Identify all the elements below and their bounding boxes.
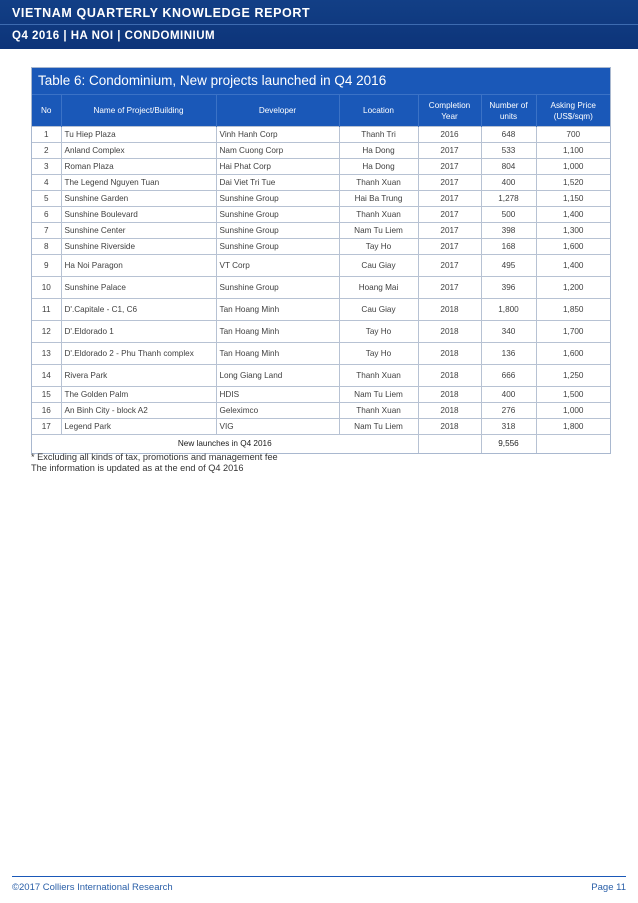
table-cell: 1,250 [536, 365, 610, 387]
table-row [32, 239, 610, 255]
table-cell: Anland Complex [61, 143, 216, 159]
table-cell: 2018 [418, 299, 481, 321]
table-cell: 1,800 [481, 299, 536, 321]
table-cell: 1,850 [536, 299, 610, 321]
table-cell: 1,400 [536, 207, 610, 223]
table-cell: 3 [32, 159, 61, 175]
table-cell: Nam Tu Liem [339, 387, 418, 403]
table-cell: 168 [481, 239, 536, 255]
column-header: Developer [216, 95, 339, 127]
total-label: New launches in Q4 2016 [32, 435, 418, 453]
table-cell: 318 [481, 419, 536, 435]
table-cell: 2017 [418, 223, 481, 239]
table-cell: The Golden Palm [61, 387, 216, 403]
table-cell: 1,000 [536, 403, 610, 419]
table-cell: Dai Viet Tri Tue [216, 175, 339, 191]
table-cell: 5 [32, 191, 61, 207]
total-row [32, 435, 610, 453]
table-row [32, 299, 610, 321]
report-title: VIETNAM QUARTERLY KNOWLEDGE REPORT [12, 6, 311, 20]
table-cell: Hai Phat Corp [216, 159, 339, 175]
table-cell: Sunshine Group [216, 239, 339, 255]
table-cell: 400 [481, 175, 536, 191]
table-cell: Tan Hoang Minh [216, 299, 339, 321]
table-cell: 1,100 [536, 143, 610, 159]
table-cell: Vinh Hanh Corp [216, 127, 339, 143]
table-cell: Tan Hoang Minh [216, 343, 339, 365]
table-cell: 648 [481, 127, 536, 143]
table-cell: 1,400 [536, 255, 610, 277]
column-header: Asking Price (US$/sqm) [536, 95, 610, 127]
table-cell: 1,600 [536, 239, 610, 255]
table-cell: 1,000 [536, 159, 610, 175]
table-row [32, 191, 610, 207]
table-cell: 804 [481, 159, 536, 175]
table-cell: Ha Dong [339, 159, 418, 175]
table-cell: 1,700 [536, 321, 610, 343]
total-empty-cell [536, 435, 610, 453]
table-cell: 8 [32, 239, 61, 255]
table-cell: 1 [32, 127, 61, 143]
footer-divider [12, 876, 626, 877]
total-empty-cell [418, 435, 481, 453]
table-cell: Tay Ho [339, 239, 418, 255]
table-cell: 13 [32, 343, 61, 365]
table-row [32, 277, 610, 299]
table-cell: Tan Hoang Minh [216, 321, 339, 343]
table-cell: 2 [32, 143, 61, 159]
table-cell: 2017 [418, 143, 481, 159]
table-cell: 533 [481, 143, 536, 159]
table-cell: 2016 [418, 127, 481, 143]
condominium-table-container [31, 67, 611, 454]
total-units: 9,556 [481, 435, 536, 453]
table-cell: Cau Giay [339, 299, 418, 321]
column-header: Name of Project/Building [61, 95, 216, 127]
table-cell: 1,278 [481, 191, 536, 207]
table-cell: VT Corp [216, 255, 339, 277]
table-cell: D'.Eldorado 1 [61, 321, 216, 343]
table-cell: 2017 [418, 191, 481, 207]
table-cell: Tay Ho [339, 343, 418, 365]
table-cell: 1,200 [536, 277, 610, 299]
section-title: Q4 2016 | HA NOI | CONDOMINIUM [12, 30, 216, 42]
table-cell: 398 [481, 223, 536, 239]
table-cell: Sunshine Riverside [61, 239, 216, 255]
table-cell: Thanh Xuan [339, 403, 418, 419]
table-cell: Tu Hiep Plaza [61, 127, 216, 143]
table-row [32, 343, 610, 365]
table-cell: 1,600 [536, 343, 610, 365]
table-cell: Ha Noi Paragon [61, 255, 216, 277]
table-cell: 11 [32, 299, 61, 321]
table-row [32, 175, 610, 191]
table-cell: Cau Giay [339, 255, 418, 277]
table-row [32, 159, 610, 175]
table-body [32, 127, 610, 435]
table-cell: 1,520 [536, 175, 610, 191]
table-cell: 2017 [418, 159, 481, 175]
table-cell: 2018 [418, 365, 481, 387]
table-cell: Thanh Xuan [339, 365, 418, 387]
table-cell: An Binh City - block A2 [61, 403, 216, 419]
table-cell: Long Giang Land [216, 365, 339, 387]
table-cell: Nam Cuong Corp [216, 143, 339, 159]
table-cell: 2018 [418, 387, 481, 403]
table-cell: 2018 [418, 321, 481, 343]
table-cell: Sunshine Palace [61, 277, 216, 299]
table-cell: 340 [481, 321, 536, 343]
column-header: Number of units [481, 95, 536, 127]
table-cell: The Legend Nguyen Tuan [61, 175, 216, 191]
table-cell: 1,800 [536, 419, 610, 435]
table-cell: 10 [32, 277, 61, 299]
table-cell: Rivera Park [61, 365, 216, 387]
table-row [32, 143, 610, 159]
table-cell: 136 [481, 343, 536, 365]
column-header: Completion Year [418, 95, 481, 127]
table-cell: Sunshine Group [216, 207, 339, 223]
table-cell: Sunshine Boulevard [61, 207, 216, 223]
table-row [32, 419, 610, 435]
table-cell: 2018 [418, 419, 481, 435]
table-cell: Thanh Tri [339, 127, 418, 143]
report-header-bar [0, 0, 638, 49]
table-row [32, 207, 610, 223]
table-cell: 7 [32, 223, 61, 239]
table-cell: Nam Tu Liem [339, 419, 418, 435]
page-number: Page 11 [591, 882, 626, 893]
table-cell: 2017 [418, 207, 481, 223]
table-cell: Sunshine Group [216, 223, 339, 239]
table-cell: 17 [32, 419, 61, 435]
table-row [32, 403, 610, 419]
table-cell: VIG [216, 419, 339, 435]
table-cell: Legend Park [61, 419, 216, 435]
table-row [32, 255, 610, 277]
table-cell: 4 [32, 175, 61, 191]
table-cell: 1,150 [536, 191, 610, 207]
table-cell: 276 [481, 403, 536, 419]
table-cell: 495 [481, 255, 536, 277]
table-caption: Table 6: Condominium, New projects launched in Q4 2016 [32, 68, 610, 94]
table-cell: 2017 [418, 239, 481, 255]
table-cell: Hai Ba Trung [339, 191, 418, 207]
table-cell: 666 [481, 365, 536, 387]
footer-copyright: ©2017 Colliers International Research [12, 882, 173, 893]
table-cell: 2017 [418, 255, 481, 277]
table-cell: 16 [32, 403, 61, 419]
table-cell: 14 [32, 365, 61, 387]
table-cell: Roman Plaza [61, 159, 216, 175]
table-cell: Sunshine Garden [61, 191, 216, 207]
note-line: The information is updated as at the end of Q4 2016 [31, 463, 244, 473]
column-header: Location [339, 95, 418, 127]
table-cell: 400 [481, 387, 536, 403]
table-cell: 2017 [418, 277, 481, 299]
table-row [32, 387, 610, 403]
table-cell: Geleximco [216, 403, 339, 419]
column-header: No [32, 95, 61, 127]
table-cell: D'.Eldorado 2 - Phu Thanh complex [61, 343, 216, 365]
table-cell: 2017 [418, 175, 481, 191]
table-header-row [32, 95, 610, 127]
table-cell: Hoang Mai [339, 277, 418, 299]
table-cell: Thanh Xuan [339, 207, 418, 223]
table-cell: Thanh Xuan [339, 175, 418, 191]
table-row [32, 223, 610, 239]
table-cell: 6 [32, 207, 61, 223]
table-cell: 700 [536, 127, 610, 143]
table-cell: 396 [481, 277, 536, 299]
condominium-projects-table [32, 94, 610, 453]
table-cell: Sunshine Center [61, 223, 216, 239]
table-cell: 500 [481, 207, 536, 223]
table-cell: Sunshine Group [216, 277, 339, 299]
table-row [32, 365, 610, 387]
table-row [32, 321, 610, 343]
note-line: * Excluding all kinds of tax, promotions and management fee [31, 452, 278, 462]
table-cell: D'.Capitale - C1, C6 [61, 299, 216, 321]
table-cell: 2018 [418, 343, 481, 365]
table-cell: HDIS [216, 387, 339, 403]
table-cell: Sunshine Group [216, 191, 339, 207]
table-cell: 1,300 [536, 223, 610, 239]
table-cell: Nam Tu Liem [339, 223, 418, 239]
table-notes [31, 452, 278, 474]
header-divider [0, 24, 638, 25]
table-cell: Tay Ho [339, 321, 418, 343]
table-cell: 9 [32, 255, 61, 277]
table-cell: Ha Dong [339, 143, 418, 159]
table-row [32, 127, 610, 143]
table-cell: 12 [32, 321, 61, 343]
table-cell: 1,500 [536, 387, 610, 403]
table-cell: 15 [32, 387, 61, 403]
table-cell: 2018 [418, 403, 481, 419]
